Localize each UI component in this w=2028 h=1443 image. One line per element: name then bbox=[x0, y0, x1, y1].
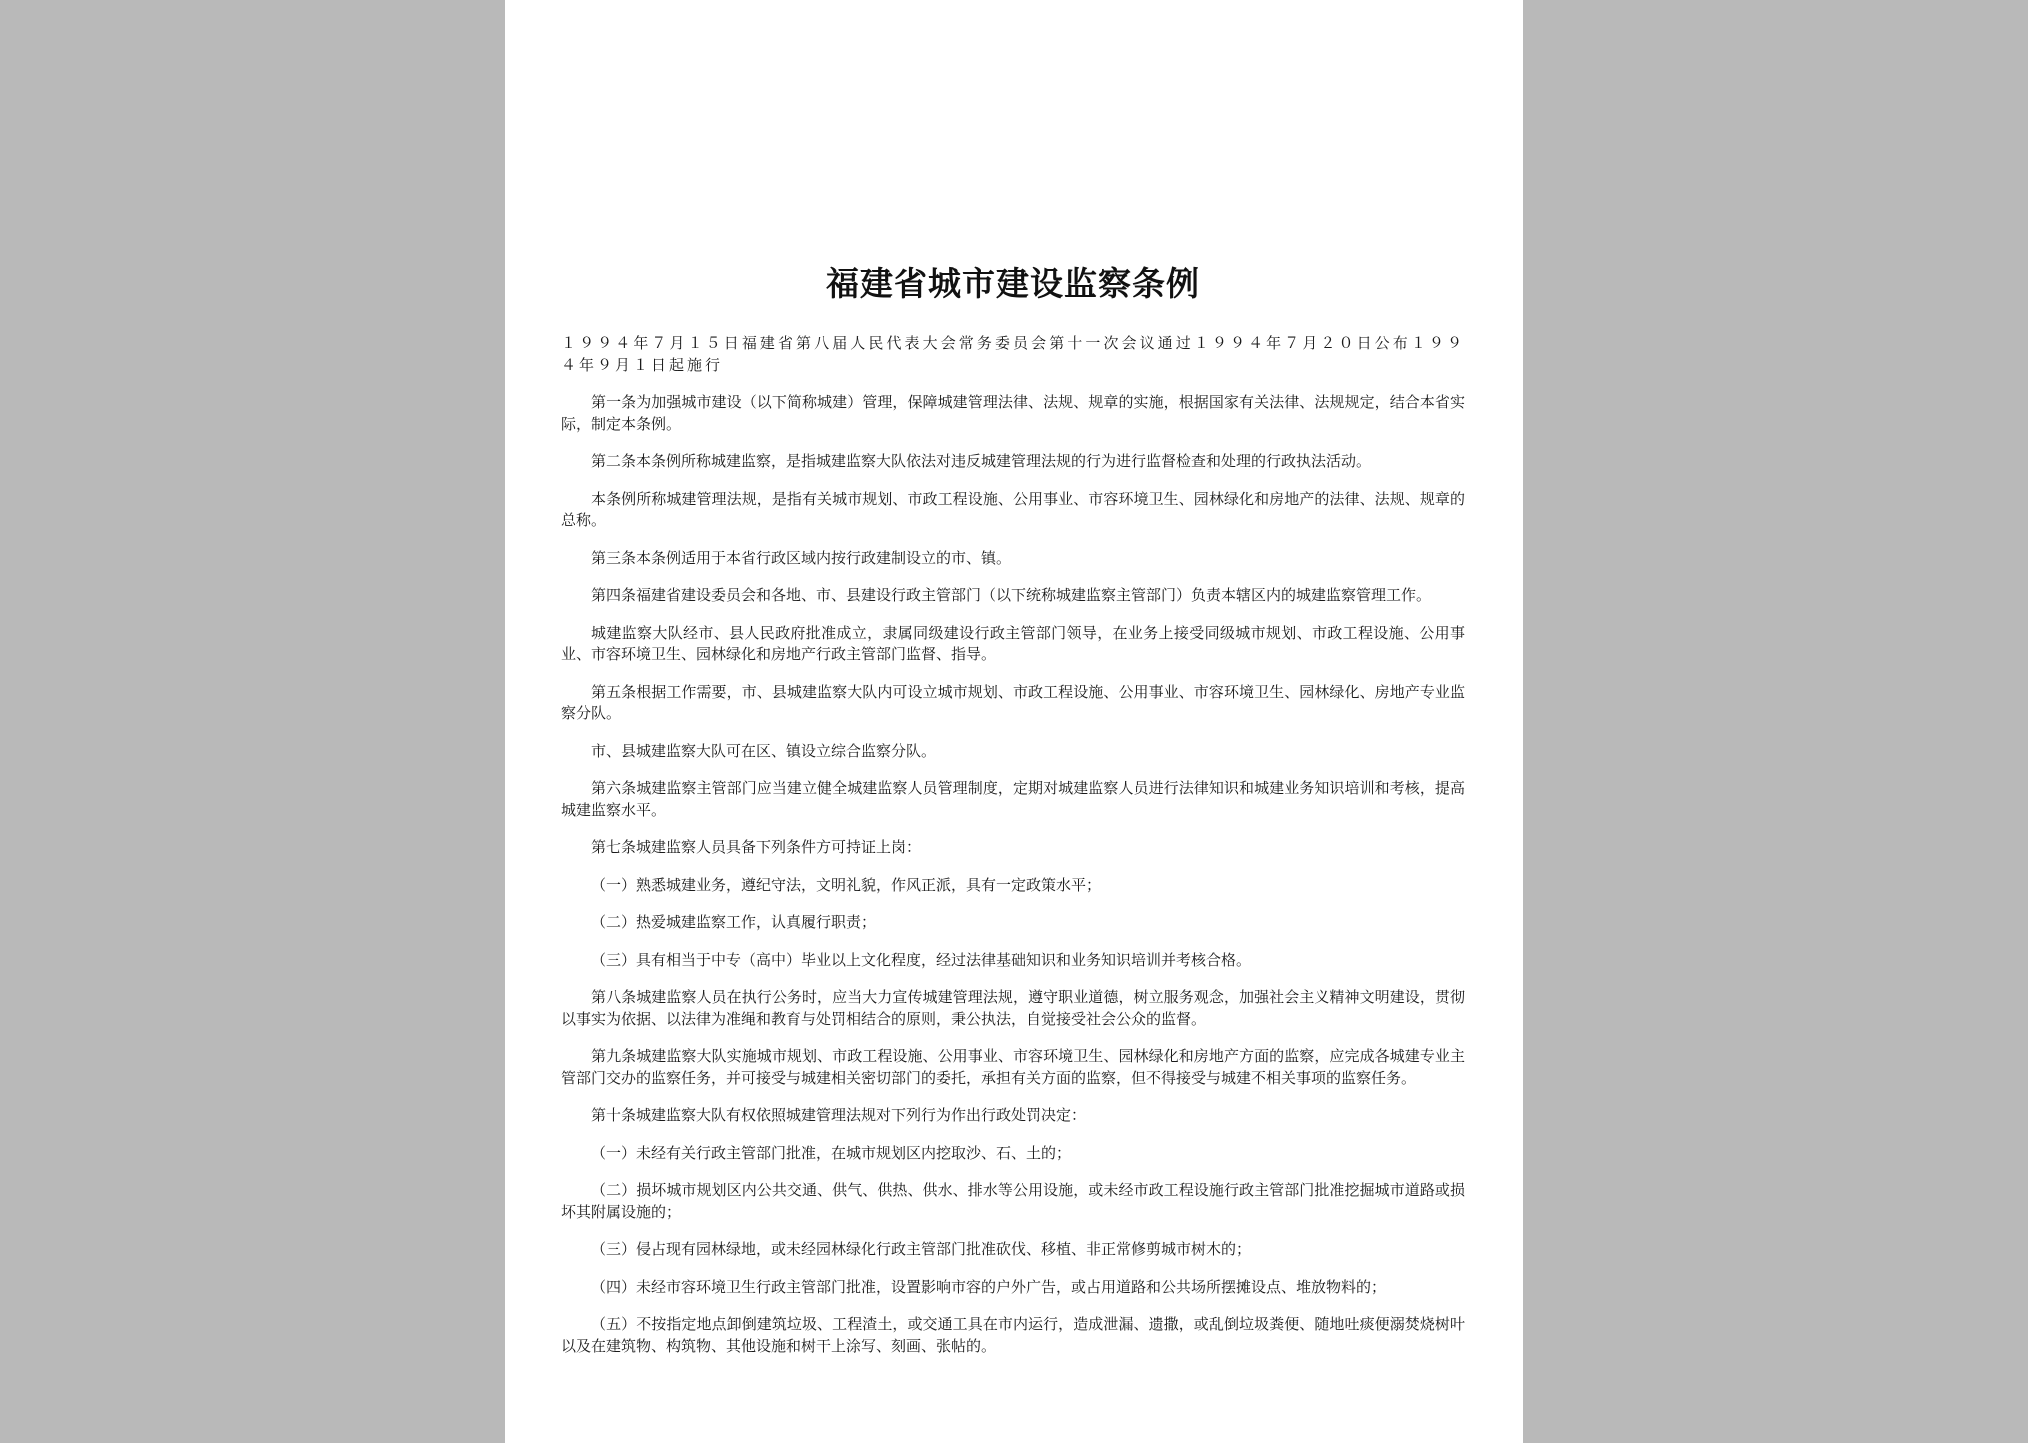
paragraph: 城建监察大队经市、县人民政府批准成立，隶属同级建设行政主管部门领导，在业务上接受同级城市规划、市政工程设施、公用事业、市容环境卫生、园林绿化和房地产行政主管部门监督、指导。 bbox=[561, 623, 1465, 663]
enactment-note: １９９４年７月１５日福建省第八届人民代表大会常务委员会第十一次会议通过１９９４年７月２０日公布１９９４年９月１日起施行 bbox=[561, 334, 1465, 374]
document-body bbox=[561, 333, 1465, 1357]
paragraph: 第二条本条例所称城建监察，是指城建监察大队依法对违反城建管理法规的行为进行监督检查和处理的行政执法活动。 bbox=[591, 452, 1372, 470]
list-item: （一）熟悉城建业务，遵纪守法，文明礼貌，作风正派，具有一定政策水平； bbox=[591, 875, 1102, 894]
list-item: （四）未经市容环境卫生行政主管部门批准，设置影响市容的户外广告，或占用道路和公共场所摆摊设点、堆放物料的； bbox=[591, 1277, 1387, 1296]
paragraph: 第七条城建监察人员具备下列条件方可持证上岗： bbox=[591, 838, 922, 856]
paragraph: 第四条福建省建设委员会和各地、市、县建设行政主管部门（以下统称城建监察主管部门）负责本辖区内的城建监察管理工作。 bbox=[591, 586, 1432, 604]
paragraph: 第一条为加强城市建设（以下简称城建）管理，保障城建管理法律、法规、规章的实施，根据国家有关法律、法规规定，结合本省实际，制定本条例。 bbox=[561, 393, 1465, 433]
list-item: （二）损坏城市规划区内公共交通、供气、供热、供水、排水等公用设施，或未经市政工程设施行政主管部门批准挖掘城市道路或损坏其附属设施的； bbox=[561, 1181, 1465, 1221]
list-item: （三）侵占现有园林绿地，或未经园林绿化行政主管部门批准砍伐、移植、非正常修剪城市树木的； bbox=[591, 1240, 1252, 1258]
list-item: （五）不按指定地点卸倒建筑垃圾、工程渣土，或交通工具在市内运行，造成泄漏、遗撒，或乱倒垃圾粪便、随地吐痰便溺焚烧树叶以及在建筑物、构筑物、其他设施和树干上涂写、刻画、张帖的。 bbox=[561, 1315, 1465, 1355]
paragraph: 本条例所称城建管理法规，是指有关城市规划、市政工程设施、公用事业、市容环境卫生、园林绿化和房地产的法律、法规、规章的总称。 bbox=[561, 489, 1465, 529]
document-page bbox=[505, 0, 1523, 1443]
paragraph: 市、县城建监察大队可在区、镇设立综合监察分队。 bbox=[591, 741, 937, 760]
document-title: 福建省城市建设监察条例 bbox=[826, 264, 1200, 303]
paragraph: 第六条城建监察主管部门应当建立健全城建监察人员管理制度，定期对城建监察人员进行法律知识和城建业务知识培训和考核，提高城建监察水平。 bbox=[561, 779, 1465, 819]
list-item: （三）具有相当于中专（高中）毕业以上文化程度，经过法律基础知识和业务知识培训并考核合格。 bbox=[591, 950, 1252, 969]
paragraph: 第八条城建监察人员在执行公务时，应当大力宣传城建管理法规，遵守职业道德，树立服务观念，加强社会主义精神文明建设，贯彻以事实为依据、以法律为准绳和教育与处罚相结合的原则，秉公执法，自觉接受社会公众的监督。 bbox=[561, 988, 1465, 1028]
paragraph: 第三条本条例适用于本省行政区域内按行政建制设立的市、镇。 bbox=[591, 548, 1012, 567]
list-item: （二）热爱城建监察工作，认真履行职责； bbox=[591, 913, 877, 931]
paragraph: 第十条城建监察大队有权依照城建管理法规对下列行为作出行政处罚决定： bbox=[591, 1106, 1087, 1124]
paragraph: 第九条城建监察大队实施城市规划、市政工程设施、公用事业、市容环境卫生、园林绿化和房地产方面的监察，应完成各城建专业主管部门交办的监察任务，并可接受与城建相关密切部门的委托，承担有关方面的监察，但不得接受与城建不相关事项的监察任务。 bbox=[561, 1047, 1465, 1087]
list-item: （一）未经有关行政主管部门批准，在城市规划区内挖取沙、石、土的； bbox=[591, 1143, 1072, 1162]
paragraph: 第五条根据工作需要，市、县城建监察大队内可设立城市规划、市政工程设施、公用事业、市容环境卫生、园林绿化、房地产专业监察分队。 bbox=[561, 682, 1465, 722]
